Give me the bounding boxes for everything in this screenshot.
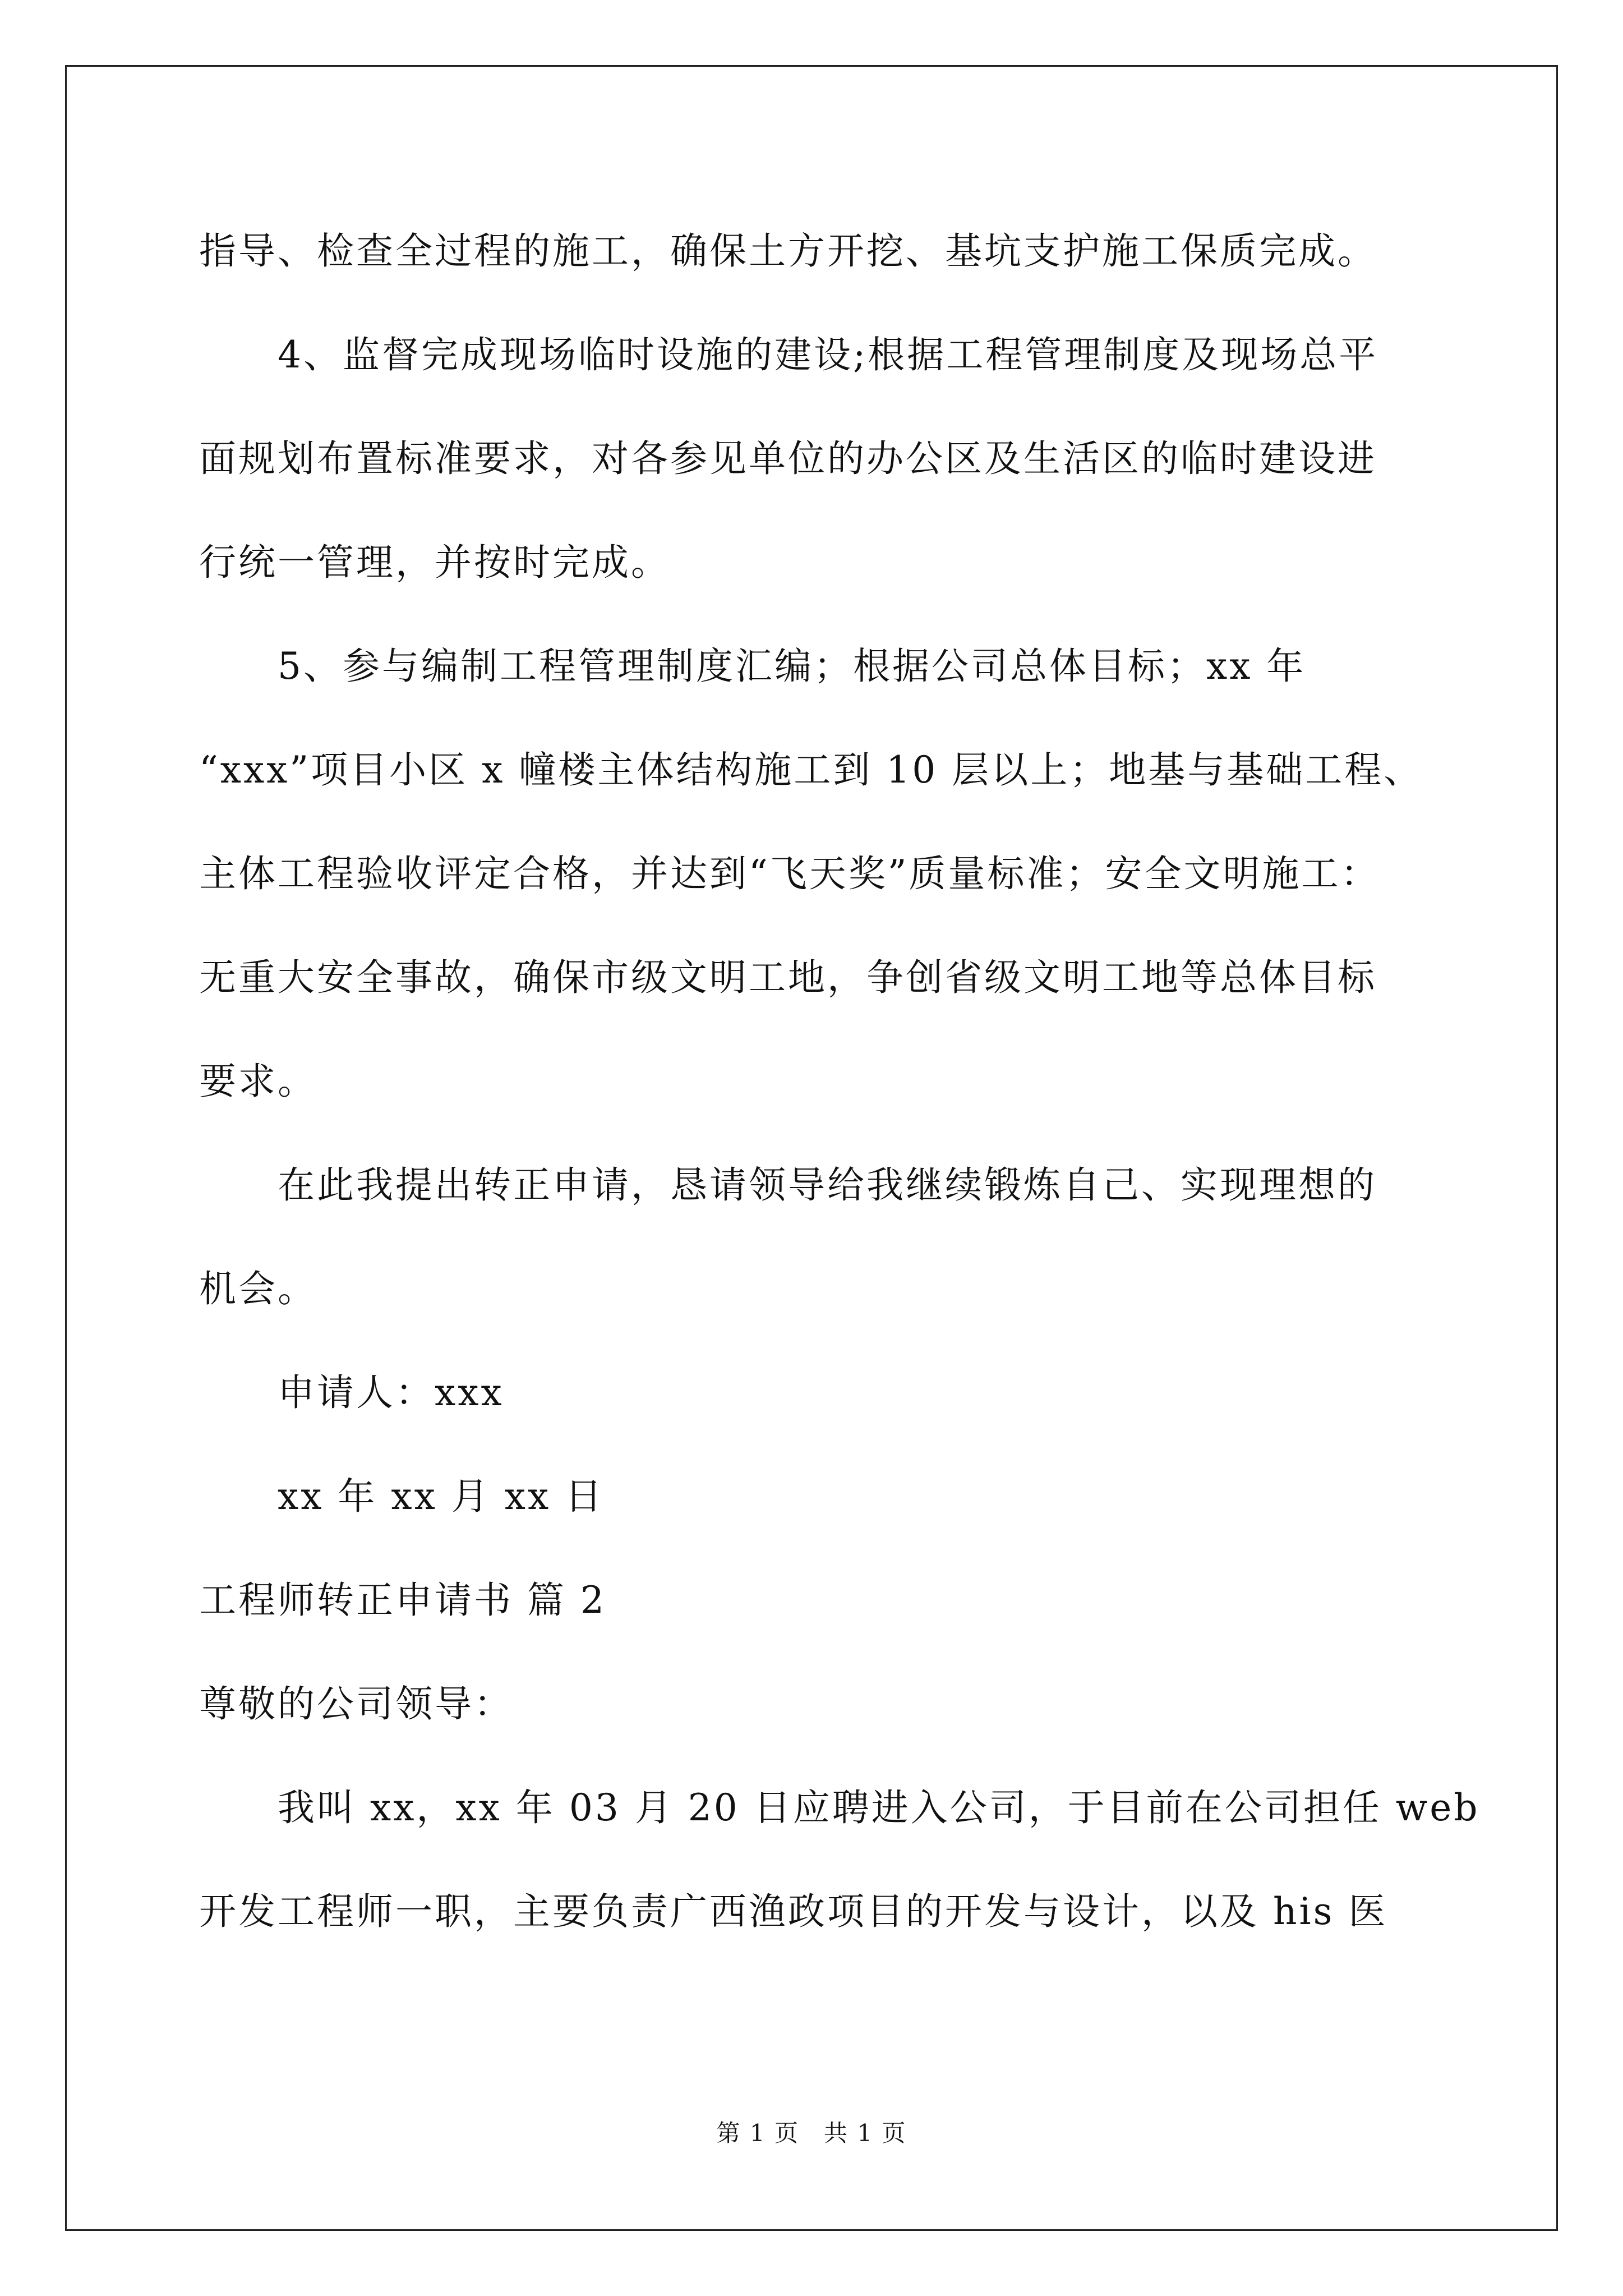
text-line: “xxx”项目小区 x 幢楼主体结构施工到 10 层以上；地基与基础工程、 <box>199 748 1423 792</box>
text-line: 面规划布置标准要求，对各参见单位的办公区及生活区的临时建设进 <box>199 437 1377 480</box>
text-line: 开发工程师一职，主要负责广西渔政项目的开发与设计，以及 his 医 <box>199 1890 1388 1933</box>
text-line: 我叫 xx，xx 年 03 月 20 日应聘进入公司，于目前在公司担任 web <box>278 1786 1480 1829</box>
salutation: 尊敬的公司领导： <box>199 1682 513 1726</box>
text-line: 无重大安全事故，确保市级文明工地，争创省级文明工地等总体目标 <box>199 956 1377 999</box>
signature-applicant: 申请人：xxx <box>278 1371 504 1414</box>
page-number-footer: 第 1 页 共 1 页 <box>716 2119 907 2147</box>
text-line: 要求。 <box>199 1060 317 1103</box>
text-line: 指导、检查全过程的施工，确保土方开挖、基坑支护施工保质完成。 <box>199 229 1377 273</box>
text-line: 4、监督完成现场临时设施的建设;根据工程管理制度及现场总平 <box>278 333 1378 376</box>
text-line: 5、参与编制工程管理制度汇编；根据公司总体目标；xx 年 <box>278 645 1306 688</box>
text-line: 机会。 <box>199 1267 317 1310</box>
text-line: 行统一管理，并按时完成。 <box>199 541 670 584</box>
text-line: 主体工程验收评定合格，并达到“飞天奖”质量标准；安全文明施工： <box>199 852 1380 895</box>
signature-date: xx 年 xx 月 xx 日 <box>278 1475 605 1518</box>
text-line: 在此我提出转正申请，恳请领导给我继续锻炼自己、实现理想的 <box>278 1163 1377 1207</box>
section-heading: 工程师转正申请书 篇 2 <box>199 1579 606 1622</box>
